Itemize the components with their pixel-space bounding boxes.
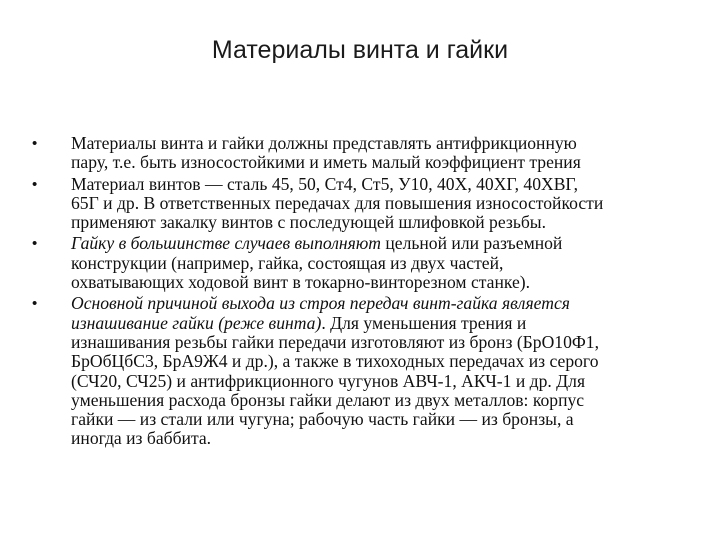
bullet-list [32, 134, 692, 451]
body-text: уменьшения расхода бронзы гайки делают из двух металлов: корпус [71, 389, 585, 410]
body-text: конструкции (например, гайка, состоящая из двух частей, [71, 252, 504, 273]
bullet-line [71, 134, 692, 153]
body-text: Материал винтов — сталь 45, 50, Ст4, Ст5, У10, 40Х, 40ХГ, 40ХВГ, [71, 173, 579, 194]
bullet-line [71, 314, 692, 333]
body-text: применяют закалку винтов с последующей шлифовкой резьбы. [71, 212, 547, 233]
bullet-line [71, 153, 692, 172]
body-text: пару, т.е. быть износостойкими и иметь малый коэффициент трения [71, 152, 581, 173]
bullet-line [71, 234, 692, 253]
bullet-dot: • [32, 295, 38, 313]
italic-text: Гайку в большинстве случаев выполняют [71, 233, 386, 254]
bullet-dot: • [32, 175, 38, 193]
bullet-line [71, 352, 692, 371]
bullet-item [32, 175, 692, 233]
slide-title: Материалы винта и гайки [211, 36, 509, 64]
body-text: БрОбЦбС3, БрА9Ж4 и др.), а также в тихоходных передачах из серого [71, 351, 599, 372]
bullet-line [71, 391, 692, 410]
bullet-item [32, 134, 692, 173]
body-text: Материалы винта и гайки должны представлять антифрикционную [71, 133, 577, 153]
body-text: изнашивания резьбы гайки передачи изготовляют из бронз (БрО10Ф1, [71, 331, 599, 352]
bullet-line [71, 254, 692, 273]
bullet-item [32, 234, 692, 292]
body-text: гайки — из стали или чугуна; рабочую часть гайки — из бронзы, а [71, 409, 574, 430]
bullet-line [71, 372, 692, 391]
bullet-dot: • [32, 135, 38, 152]
italic-text: изнашивание гайки (реже винта) [71, 312, 322, 333]
bullet-line [71, 294, 692, 313]
bullet-line [71, 273, 692, 292]
bullet-item [32, 294, 692, 448]
body-text: охватывающих ходовой винт в токарно-винторезном станке). [71, 272, 531, 293]
italic-text: Основной причиной выхода из строя передач винт-гайка является [71, 293, 570, 314]
bullet-line [71, 429, 692, 448]
bullet-dot: • [32, 235, 38, 253]
body-text: . Для уменьшения трения и [321, 312, 527, 333]
bullet-line [71, 194, 692, 213]
bullet-line [71, 213, 692, 232]
body-text: иногда из баббита. [71, 428, 212, 449]
bullet-line [71, 410, 692, 429]
bullet-line [71, 333, 692, 352]
body-text: 65Г и др. В ответственных передачах для повышения износостойкости [71, 192, 604, 213]
bullet-line [71, 175, 692, 194]
body-text: (СЧ20, СЧ25) и антифрикционного чугунов АВЧ-1, АКЧ-1 и др. Для [71, 370, 586, 391]
body-text: цельной или разъемной [385, 233, 563, 254]
